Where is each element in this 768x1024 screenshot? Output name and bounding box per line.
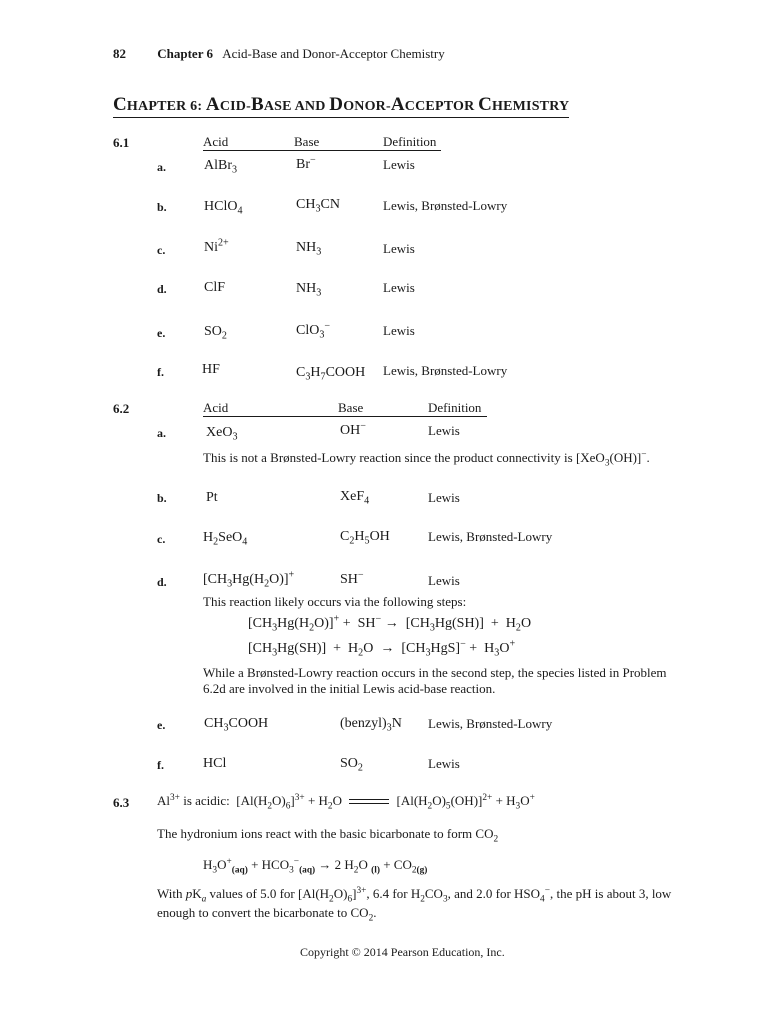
acid-formula: AlBr$_3$ — [204, 158, 238, 176]
row-letter: d. — [157, 282, 167, 296]
definition: Lewis, Brønsted-Lowry — [383, 363, 508, 378]
statement-hydronium: The hydronium ions react with the basic bicarbonate to form $CO_2$ — [157, 826, 499, 845]
definition: Lewis — [383, 241, 415, 256]
row-letter: a. — [157, 426, 166, 440]
note-6-2a: This is not a Brønsted-Lowry reaction since the product connectivity is [XeO$_3$(OH)]−. — [203, 449, 650, 469]
row-letter: f. — [157, 365, 164, 379]
row-letter: c. — [157, 243, 166, 257]
acid-formula: HF — [202, 362, 220, 377]
running-header — [113, 46, 445, 62]
header-chapter: Chapter 6 — [157, 46, 213, 61]
row-letter: b. — [157, 491, 167, 505]
note-6-2d-line1: While a Brønsted-Lowry reaction occurs in the second step, the species listed in Problem — [203, 665, 667, 680]
row-letter: a. — [157, 160, 166, 174]
definition: Lewis — [383, 280, 415, 295]
base-formula: SH− — [340, 569, 364, 587]
header-title: Acid-Base and Donor-Acceptor Chemistry — [222, 46, 445, 61]
base-formula: $C_2H_5OH$ — [340, 529, 390, 547]
acid-formula: $H_2SeO_4$ — [203, 530, 248, 548]
equilibrium-equation: $Al^{3+}$ is acidic: $[Al(H_2O)_6]^{3+} + H_2O$ $[Al(H_2O)_5(OH)]^{2+} + H_3O^+$ — [157, 792, 535, 812]
definition: Lewis, Brønsted-Lowry — [428, 529, 553, 544]
reaction-step-1: $[CH_3Hg(H_2O)]^+ + SH^- \to [CH_3Hg(SH)] + H_2O$ — [248, 613, 532, 634]
definition: Lewis — [383, 157, 415, 172]
base-formula: $NH_3$ — [296, 281, 322, 299]
row-letter: e. — [157, 718, 166, 732]
base-formula: Br− — [296, 154, 316, 172]
base-formula: ClO$_3$− — [296, 320, 331, 341]
definition: Lewis — [428, 490, 460, 505]
problem-number-6-2: 6.2 — [113, 401, 130, 416]
base-formula: OH− — [340, 420, 366, 438]
base-formula: $SO_2$ — [340, 756, 363, 774]
definition: Lewis — [428, 756, 460, 771]
chapter-title: CHAPTER 6: ACID-BASE AND DONOR-ACCEPTOR CHEMISTRY — [113, 94, 569, 118]
column-headers-6-2: Acid Base Definition — [203, 400, 487, 417]
equilibrium-arrow — [347, 797, 391, 807]
acid-formula: $[CH_3Hg(H_2O)]^+$ — [203, 569, 295, 590]
column-headers-6-1: Acid Base Definition — [203, 134, 441, 151]
definition: Lewis — [428, 423, 460, 438]
base-formula: $NH_3$ — [296, 240, 322, 258]
pka-statement-end: enough to convert the bicarbonate to $CO_2$. — [157, 905, 377, 924]
definition: Lewis, Brønsted-Lowry — [428, 716, 553, 731]
base-formula: XeF$_4$ — [340, 489, 370, 507]
acid-formula: ClF — [204, 280, 226, 295]
note-6-2d-steps: This reaction likely occurs via the following steps: — [203, 594, 467, 609]
problem-number-6-3: 6.3 — [113, 795, 130, 810]
reaction-step-2: $[CH_3Hg(SH)] + H_2O \to [CH_3HgS]^- + H_3O^+$ — [248, 638, 516, 659]
base-formula: $(benzyl)_3N$ — [340, 716, 402, 734]
row-letter: f. — [157, 758, 164, 772]
row-letter: b. — [157, 200, 167, 214]
definition: Lewis — [428, 573, 460, 588]
copyright-footer: Copyright © 2014 Pearson Education, Inc. — [300, 945, 505, 959]
row-letter: e. — [157, 326, 166, 340]
base-formula: $CH_3CN$ — [296, 197, 340, 215]
note-6-2d-line2: 6.2d are involved in the initial Lewis acid-base reaction. — [203, 681, 496, 696]
definition: Lewis, Brønsted-Lowry — [383, 198, 508, 213]
acid-formula: $Ni^{2+}$ — [204, 237, 229, 255]
base-formula: $C_3H_7COOH$ — [296, 365, 366, 383]
acid-formula: HCl — [203, 756, 227, 771]
row-letter: c. — [157, 532, 166, 546]
row-letter: d. — [157, 575, 167, 589]
acid-formula: Pt — [206, 490, 218, 505]
acid-formula: HClO$_4$ — [204, 199, 243, 217]
definition: Lewis — [383, 323, 415, 338]
acid-formula: $CH_3COOH$ — [204, 716, 269, 734]
problem-number-6-1: 6.1 — [113, 135, 130, 150]
acid-formula: XeO$_3$ — [206, 425, 238, 443]
pka-statement: With $pK_a$ values of 5.0 for $[Al(H_2O)_6]^{3+}$, 6.4 for $H_2CO_3$, and 2.0 for $HSO_4^-$, the pH is about 3, low — [157, 885, 672, 905]
page-number: 82 — [113, 46, 126, 61]
acid-formula: $SO_2$ — [204, 324, 227, 342]
bicarbonate-reaction: $H_3O^+_{(aq)} + HCO_3^-_{(aq)} \to 2$ $H_2O$ $_{(l)} + CO_{2(g)}$ — [203, 856, 428, 876]
